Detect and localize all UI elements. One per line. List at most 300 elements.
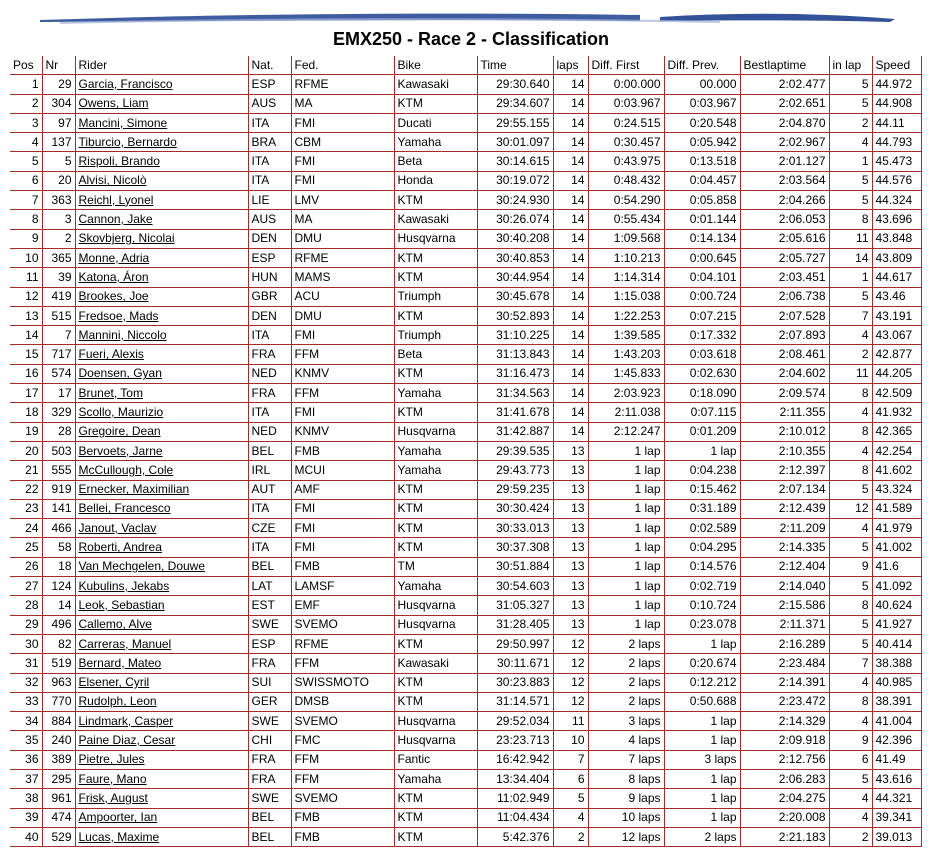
cell-bestlaptime: 2:02.651 [740,94,829,113]
cell-nat: FRA [248,769,291,788]
cell-diff-first: 3 laps [588,712,664,731]
cell-speed: 41.092 [872,577,921,596]
cell-diff-prev: 0:02.589 [664,519,740,538]
table-row [10,133,921,152]
cell-in-lap: 5 [829,577,872,596]
cell-fed: DMSB [291,692,394,711]
cell-bestlaptime: 2:04.870 [740,113,829,132]
cell-nat: EST [248,596,291,615]
cell-diff-first: 1 lap [588,538,664,557]
rider-link[interactable]: Kubulins, Jekabs [78,578,170,593]
cell-laps: 14 [553,326,588,345]
cell-diff-prev: 0:50.688 [664,692,740,711]
cell-bike: KTM [394,248,477,267]
cell-bike: Yamaha [394,577,477,596]
cell-nr: 529 [42,827,75,846]
cell-speed: 41.6 [872,557,921,576]
cell-nat: AUT [248,480,291,499]
rider-link[interactable]: Fueri, Alexis [78,347,144,362]
cell-nr: 39 [42,268,75,287]
cell-rider [75,94,248,113]
cell-speed: 43.809 [872,248,921,267]
cell-diff-prev: 0:20.674 [664,654,740,673]
table-row [10,287,921,306]
cell-nat: LAT [248,577,291,596]
rider-link[interactable]: Doensen, Gyan [78,366,162,381]
rider-link[interactable]: Tiburcio, Bernardo [78,134,177,149]
cell-time: 30:11.671 [477,654,553,673]
cell-diff-first: 2:03.923 [588,384,664,403]
cell-rider [75,808,248,827]
cell-bestlaptime: 2:11.355 [740,403,829,422]
rider-link[interactable]: Katona, Áron [78,269,149,284]
cell-rider [75,731,248,750]
rider-link[interactable]: Monne, Adria [78,250,150,265]
cell-rider [75,750,248,769]
rider-link[interactable]: Leok, Sebastian [78,597,165,612]
cell-laps: 13 [553,519,588,538]
cell-bike: Yamaha [394,461,477,480]
cell-diff-prev: 3 laps [664,750,740,769]
header-brush-stroke [20,0,920,26]
col-header-in-lap: in lap [829,56,872,75]
cell-laps: 14 [553,133,588,152]
cell-pos: 25 [10,538,42,557]
cell-diff-prev: 0:14.576 [664,557,740,576]
cell-rider [75,287,248,306]
cell-time: 30:40.208 [477,229,553,248]
cell-bike: Beta [394,345,477,364]
classification-table [10,56,922,847]
cell-time: 29:55.155 [477,113,553,132]
rider-link[interactable]: Mannini, Niccolo [78,327,167,342]
cell-nat: SWE [248,615,291,634]
table-row [10,789,921,808]
cell-nr: 389 [42,750,75,769]
col-header-rider: Rider [75,56,248,75]
cell-fed: SWISSMOTO [291,673,394,692]
cell-bike: Kawasaki [394,654,477,673]
cell-laps: 14 [553,229,588,248]
cell-pos: 40 [10,827,42,846]
cell-bike: KTM [394,827,477,846]
cell-pos: 37 [10,769,42,788]
cell-fed: DMU [291,306,394,325]
cell-speed: 40.624 [872,596,921,615]
cell-diff-prev: 00.000 [664,75,740,94]
table-row [10,403,921,422]
cell-nr: 770 [42,692,75,711]
cell-diff-prev: 0:10.724 [664,596,740,615]
cell-nr: 515 [42,306,75,325]
cell-bestlaptime: 2:05.616 [740,229,829,248]
cell-pos: 15 [10,345,42,364]
cell-in-lap: 9 [829,557,872,576]
col-header-bestlaptime: Bestlaptime [740,56,829,75]
cell-nr: 919 [42,480,75,499]
cell-nr: 555 [42,461,75,480]
cell-time: 11:04.434 [477,808,553,827]
cell-in-lap: 8 [829,596,872,615]
cell-nat: ITA [248,538,291,557]
cell-bike: Fantic [394,750,477,769]
cell-diff-first: 1 lap [588,615,664,634]
cell-in-lap: 4 [829,133,872,152]
cell-nr: 419 [42,287,75,306]
cell-fed: MAMS [291,268,394,287]
cell-fed: LMV [291,191,394,210]
cell-rider [75,673,248,692]
cell-fed: RFME [291,75,394,94]
cell-fed: MA [291,94,394,113]
cell-diff-first: 2:11.038 [588,403,664,422]
cell-in-lap: 14 [829,248,872,267]
table-row [10,557,921,576]
col-header-bike: Bike [394,56,477,75]
cell-time: 30:24.930 [477,191,553,210]
cell-in-lap: 4 [829,403,872,422]
cell-bike: Beta [394,152,477,171]
cell-speed: 40.985 [872,673,921,692]
cell-pos: 27 [10,577,42,596]
cell-pos: 8 [10,210,42,229]
cell-diff-first: 0:00.000 [588,75,664,94]
cell-diff-first: 8 laps [588,769,664,788]
table-row [10,113,921,132]
rider-link[interactable]: Rudolph, Leon [78,694,157,709]
rider-link[interactable]: Alvisi, Nicolò [78,173,147,188]
cell-speed: 45.473 [872,152,921,171]
cell-fed: FMI [291,519,394,538]
cell-nat: SWE [248,712,291,731]
cell-nat: GER [248,692,291,711]
cell-nr: 58 [42,538,75,557]
cell-in-lap: 2 [829,827,872,846]
table-row [10,152,921,171]
rider-link[interactable]: Brookes, Joe [78,289,149,304]
cell-in-lap: 5 [829,287,872,306]
cell-fed: FMI [291,538,394,557]
cell-pos: 14 [10,326,42,345]
cell-diff-prev: 1 lap [664,634,740,653]
rider-link[interactable]: Pietre, Jules [78,752,145,767]
cell-bestlaptime: 2:04.602 [740,364,829,383]
rider-link[interactable]: Faure, Mano [78,771,147,786]
cell-bestlaptime: 2:03.564 [740,171,829,190]
cell-bike: Yamaha [394,769,477,788]
cell-in-lap: 5 [829,94,872,113]
cell-nr: 884 [42,712,75,731]
cell-bestlaptime: 2:02.967 [740,133,829,152]
cell-bike: KTM [394,538,477,557]
cell-bike: Kawasaki [394,210,477,229]
cell-time: 29:30.640 [477,75,553,94]
rider-link[interactable]: Skovbjerg, Nicolai [78,231,175,246]
cell-bike: KTM [394,808,477,827]
rider-link[interactable]: Ernecker, Maximilian [78,482,190,497]
cell-rider [75,634,248,653]
cell-diff-first: 1:39.585 [588,326,664,345]
cell-nr: 365 [42,248,75,267]
cell-laps: 14 [553,113,588,132]
cell-time: 29:59.235 [477,480,553,499]
cell-in-lap: 12 [829,499,872,518]
cell-rider [75,268,248,287]
cell-time: 31:28.405 [477,615,553,634]
col-header-time: Time [477,56,553,75]
cell-bike: KTM [394,94,477,113]
cell-diff-first: 1 lap [588,499,664,518]
rider-link[interactable]: Reichl, Lyonel [78,192,154,207]
cell-bike: Ducati [394,113,477,132]
cell-rider [75,712,248,731]
cell-laps: 13 [553,538,588,557]
cell-rider [75,113,248,132]
cell-bestlaptime: 2:06.738 [740,287,829,306]
cell-bike: KTM [394,268,477,287]
cell-pos: 23 [10,499,42,518]
rider-link[interactable]: Frisk, August [78,790,148,805]
cell-nat: SUI [248,673,291,692]
cell-pos: 22 [10,480,42,499]
cell-time: 23:23.713 [477,731,553,750]
cell-diff-first: 1:15.038 [588,287,664,306]
cell-rider [75,615,248,634]
rider-link[interactable]: Owens, Liam [78,96,149,111]
cell-in-lap: 11 [829,364,872,383]
cell-bike: Yamaha [394,133,477,152]
cell-bestlaptime: 2:06.283 [740,769,829,788]
cell-bike: KTM [394,673,477,692]
cell-bike: KTM [394,191,477,210]
cell-time: 31:16.473 [477,364,553,383]
cell-laps: 5 [553,789,588,808]
rider-link[interactable]: Bernard, Mateo [78,655,162,670]
cell-fed: MA [291,210,394,229]
cell-time: 30:23.883 [477,673,553,692]
cell-time: 30:30.424 [477,499,553,518]
cell-bestlaptime: 2:09.574 [740,384,829,403]
cell-bestlaptime: 2:20.008 [740,808,829,827]
rider-link[interactable]: Lucas, Maxime [78,829,160,844]
cell-laps: 13 [553,480,588,499]
cell-fed: FFM [291,345,394,364]
cell-speed: 41.932 [872,403,921,422]
table-row [10,673,921,692]
table-row [10,229,921,248]
cell-in-lap: 4 [829,712,872,731]
cell-fed: FFM [291,769,394,788]
cell-bestlaptime: 2:09.918 [740,731,829,750]
rider-link[interactable]: Brunet, Tom [78,385,143,400]
cell-bike: KTM [394,692,477,711]
cell-in-lap: 4 [829,519,872,538]
cell-rider [75,403,248,422]
cell-time: 30:26.074 [477,210,553,229]
col-header-speed: Speed [872,56,921,75]
cell-diff-first: 12 laps [588,827,664,846]
rider-link[interactable]: Gregoire, Dean [78,424,161,439]
cell-nr: 961 [42,789,75,808]
cell-speed: 43.696 [872,210,921,229]
table-row [10,769,921,788]
cell-nr: 141 [42,499,75,518]
cell-nr: 304 [42,94,75,113]
rider-link[interactable]: Janout, Vaclav [78,520,157,535]
cell-laps: 14 [553,171,588,190]
cell-rider [75,577,248,596]
cell-pos: 3 [10,113,42,132]
cell-pos: 11 [10,268,42,287]
cell-bike: KTM [394,634,477,653]
table-row [10,634,921,653]
cell-nr: 137 [42,133,75,152]
rider-link[interactable]: Garcia, Francisco [78,76,173,91]
cell-nr: 17 [42,384,75,403]
rider-link[interactable]: Scollo, Maurizio [78,404,164,419]
cell-bestlaptime: 2:01.127 [740,152,829,171]
cell-time: 29:43.773 [477,461,553,480]
cell-bestlaptime: 2:08.461 [740,345,829,364]
rider-link[interactable]: Carreras, Manuel [78,636,172,651]
col-header-nat: Nat. [248,56,291,75]
cell-diff-prev: 0:05.942 [664,133,740,152]
cell-diff-prev: 1 lap [664,769,740,788]
cell-speed: 44.324 [872,191,921,210]
cell-pos: 30 [10,634,42,653]
cell-bestlaptime: 2:04.266 [740,191,829,210]
cell-speed: 44.321 [872,789,921,808]
cell-pos: 5 [10,152,42,171]
cell-fed: SVEMO [291,789,394,808]
cell-diff-first: 2 laps [588,692,664,711]
cell-time: 31:41.678 [477,403,553,422]
table-row [10,441,921,460]
cell-bestlaptime: 2:03.451 [740,268,829,287]
cell-bike: Triumph [394,326,477,345]
cell-pos: 13 [10,306,42,325]
cell-bestlaptime: 2:23.484 [740,654,829,673]
cell-time: 30:51.884 [477,557,553,576]
cell-bestlaptime: 2:23.472 [740,692,829,711]
cell-nat: BEL [248,557,291,576]
cell-diff-prev: 0:04.101 [664,268,740,287]
rider-link[interactable]: Ampoorter, Ian [78,810,158,825]
cell-nr: 503 [42,441,75,460]
cell-time: 31:34.563 [477,384,553,403]
cell-nat: DEN [248,306,291,325]
cell-speed: 44.793 [872,133,921,152]
rider-link[interactable]: Lindmark, Casper [78,713,174,728]
cell-in-lap: 9 [829,731,872,750]
cell-speed: 41.004 [872,712,921,731]
rider-link[interactable]: Mancini, Simone [78,115,168,130]
rider-link[interactable]: Bervoets, Jarne [78,443,163,458]
table-row [10,577,921,596]
cell-nat: ITA [248,152,291,171]
page-title: EMX250 - Race 2 - Classification [332,29,610,49]
cell-in-lap: 4 [829,789,872,808]
cell-time: 30:52.893 [477,306,553,325]
cell-time: 11:02.949 [477,789,553,808]
cell-in-lap: 4 [829,326,872,345]
cell-laps: 12 [553,654,588,673]
cell-bestlaptime: 2:11.209 [740,519,829,538]
cell-bike: Husqvarna [394,422,477,441]
col-header-fed: Fed. [291,56,394,75]
cell-speed: 41.979 [872,519,921,538]
rider-link[interactable]: Roberti, Andrea [78,540,162,555]
cell-bestlaptime: 2:14.391 [740,673,829,692]
cell-diff-first: 1 lap [588,480,664,499]
cell-in-lap: 5 [829,480,872,499]
cell-time: 29:34.607 [477,94,553,113]
rider-link[interactable]: Paine Diaz, Cesar [78,733,176,748]
cell-nat: SWE [248,789,291,808]
table-row [10,538,921,557]
cell-speed: 44.972 [872,75,921,94]
cell-pos: 36 [10,750,42,769]
cell-laps: 14 [553,306,588,325]
cell-bike: Husqvarna [394,596,477,615]
cell-diff-prev: 0:18.090 [664,384,740,403]
cell-laps: 11 [553,712,588,731]
cell-rider [75,596,248,615]
cell-pos: 7 [10,191,42,210]
rider-link[interactable]: Cannon, Jake [78,212,153,227]
cell-fed: RFME [291,248,394,267]
cell-nat: BRA [248,133,291,152]
table-row [10,731,921,750]
cell-speed: 41.002 [872,538,921,557]
cell-laps: 13 [553,596,588,615]
cell-pos: 26 [10,557,42,576]
rider-link[interactable]: Bellei, Francesco [78,501,171,516]
cell-nat: ITA [248,113,291,132]
cell-speed: 42.254 [872,441,921,460]
table-row [10,248,921,267]
cell-nat: GBR [248,287,291,306]
cell-rider [75,654,248,673]
cell-laps: 14 [553,75,588,94]
rider-link[interactable]: Fredsoe, Mads [78,308,159,323]
cell-bike: Husqvarna [394,731,477,750]
cell-nr: 7 [42,326,75,345]
cell-diff-prev: 0:04.457 [664,171,740,190]
cell-fed: MCUI [291,461,394,480]
rider-link[interactable]: Callemo, Alve [78,617,152,632]
cell-fed: FMI [291,403,394,422]
cell-bike: KTM [394,519,477,538]
cell-fed: FFM [291,384,394,403]
rider-link[interactable]: Rispoli, Brando [78,154,160,169]
rider-link[interactable]: Van Mechgelen, Douwe [78,559,206,574]
cell-in-lap: 5 [829,538,872,557]
rider-link[interactable]: Elsener, Cyril [78,675,150,690]
cell-pos: 10 [10,248,42,267]
cell-diff-prev: 0:01.144 [664,210,740,229]
cell-nat: BEL [248,441,291,460]
cell-diff-first: 0:43.975 [588,152,664,171]
cell-rider [75,133,248,152]
cell-diff-prev: 0:20.548 [664,113,740,132]
cell-bestlaptime: 2:16.289 [740,634,829,653]
rider-link[interactable]: McCullough, Cole [78,462,174,477]
cell-in-lap: 1 [829,152,872,171]
cell-laps: 14 [553,94,588,113]
cell-rider [75,229,248,248]
cell-time: 29:52.034 [477,712,553,731]
